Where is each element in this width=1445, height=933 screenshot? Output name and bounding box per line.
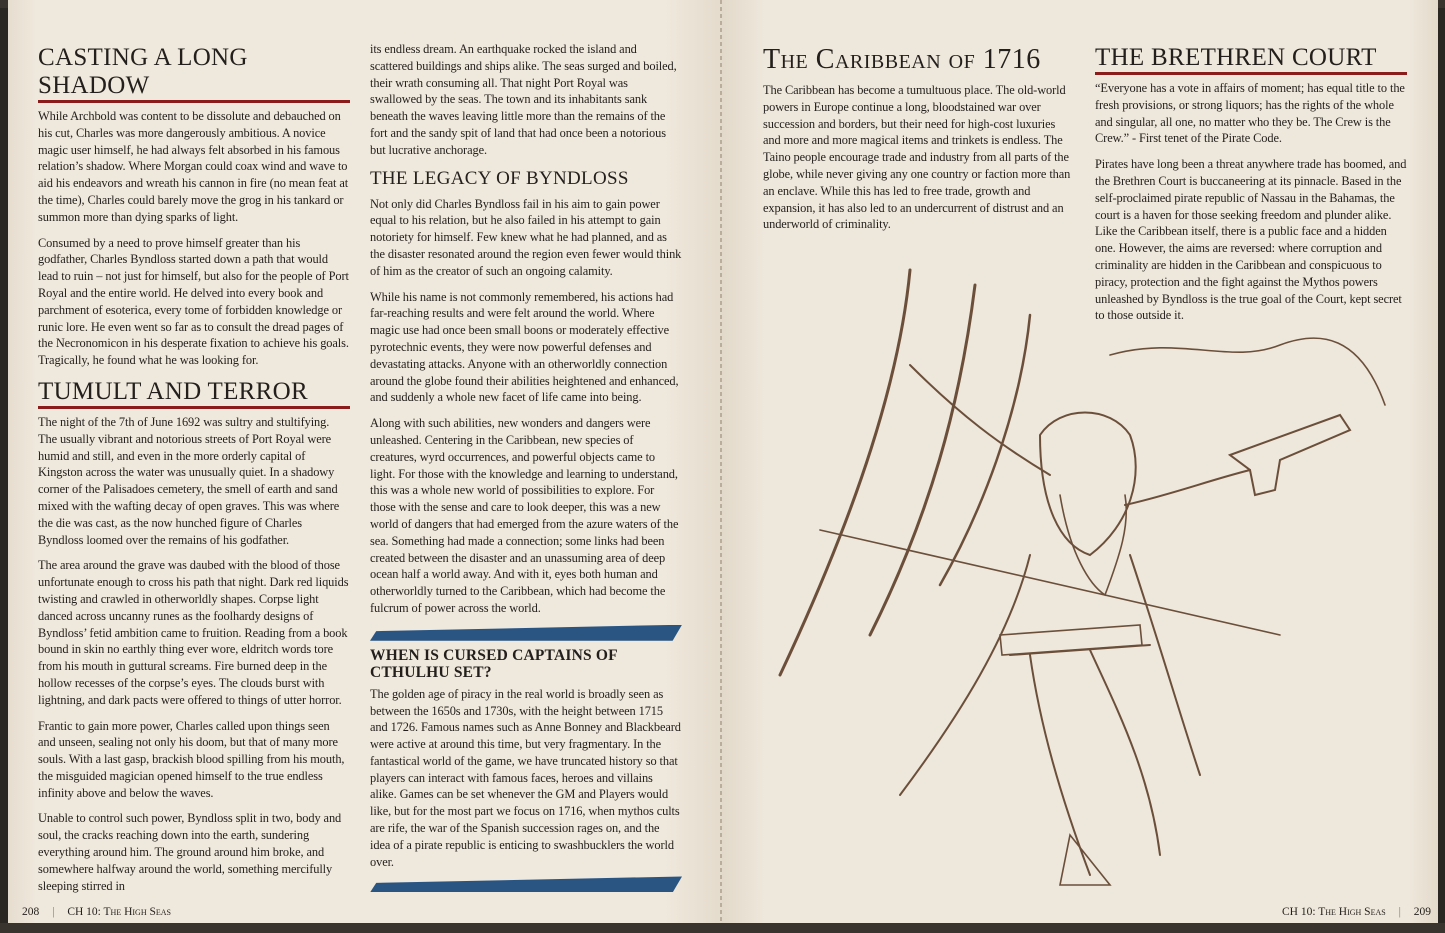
sidebar-title: WHEN IS CURSED CAPTAINS OF CTHULHU SET?: [370, 646, 618, 681]
paragraph: The night of the 7th of June 1692 was sultry and stultifying. The usually vibrant and notorious streets of Port Royal were humid and still, and even in the more orderly capital of Kingston across the water was unusually quiet. In a shadowy corner of the Palisadoes cemetery, the smell of earth and sand mixed with the wafting decay of open graves. This was where the die was cast, as the now hunched figure of Charles Byndloss loomed over the remains of his godfather.: [38, 414, 340, 547]
paragraph: Along with such abilities, new wonders and dangers were unleashed. Centering in the Caribbean, new species of creatures, wyrd occurrences, and powerful objects came to light. For those with the knowledge and learning to understand, this was a whole new world of possibilities to explore. For those with the sense and care to look deeper, this was a new world of dangers that had emerged from the azure waters of the sea. Something had made a connection; some links had been created between the disaster and an unassuming area of deep ocean half a world away. And with it, eyes both human and otherworldly turned to the Caribbean, which had become the fulcrum of power across the world.: [370, 416, 679, 615]
paragraph: Consumed by a need to prove himself greater than his godfather, Charles Byndloss started down a path that would lead to ruin – not just for himself, but also for the people of Port Royal and the entire world. He delved into every book and parchment of esoterica, every tome of forbidden knowledge or runic lore. He even went so far as to consult the dread pages of the Necronomicon in his desperate fixation to achieve his goals. Tragically, he found what he was looking for.: [38, 235, 349, 368]
banner-smoke: [1110, 338, 1385, 405]
yard-line: [820, 530, 1280, 635]
quote: “Everyone has a vote in affairs of moment; has equal title to the fresh provisions, or strong liquors; has the rights of the whole and singular, all one, no matter who they be. The Crew is the Crew.” - First tenet of the Pirate Code.: [1095, 81, 1405, 146]
left-column-2: [370, 41, 682, 892]
footer-divider: |: [52, 906, 55, 918]
paragraph: Not only did Charles Byndloss fail in his aim to gain power equal to his relation, but he also failed in his attempt to gain notoriety for himself. Few knew what he had planned, and as the disaster resonated around the region even fewer would think of him as the creator of such an ongoing calamity.: [370, 196, 682, 278]
paragraph: Pirates have long been a threat anywhere trade has boomed, and the Brethren Court is buccaneering at its pinnacle. Based in the self-proclaimed pirate republic of Nassau in the Bahamas, the court is a haven for those seeking freedom and plunder alike. Like the Caribbean itself, there is a public face and a hidden one. However, the aims are reversed: where corruption and criminality are hidden in the Caribbean and conspicuous to piracy, protection and the fight against the Mythos powers unleashed by Byndloss is the true goal of the Court, kept secret to those outside it.: [1095, 157, 1407, 323]
paragraph: its endless dream. An earthquake rocked the island and scattered buildings and ships alike. The seas surged and boiled, their wrath consuming all. That night Port Royal was swallowed by the seas. The town and its inhabitants sank beneath the waves leaving little more than the remains of the fort and the sandy spit of land that had once been a notorious but lucrative anchorage.: [370, 42, 677, 157]
paragraph: Unable to control such power, Byndloss split in two, body and soul, the cracks reaching down into the earth, sundering everything around him. The ground around him broke, and somewhere halfway around the world, something mercifully sleeping stirred in: [38, 811, 342, 893]
rigging-rope: [940, 315, 1030, 585]
brush-stroke-bottom: [370, 876, 682, 892]
pirate-beard: [1060, 495, 1126, 595]
pistol-icon: [1230, 415, 1350, 495]
running-head: CH 10: The High Seas: [67, 906, 171, 918]
paragraph: The area around the grave was daubed with the blood of those unfortunate enough to cross his path that night. Dark red liquids twisting and crawled in otherworldly shapes. Corpse light danced across uncanny runes as the foolhardy designs of Byndloss’ fetid ambition came to fruition. Reading from a book bound in skin no earthly thing ever wore, eldritch words tore from his mouth in guttural screams. Fire burned deep in the hollow recesses of the corpse’s eyes. The clouds burst with lightning, and dark pacts were offered to things of utter horror.: [38, 558, 349, 707]
pirate-illustration: [760, 255, 1400, 895]
section-heading: TUMULT AND TERROR: [38, 378, 350, 409]
pirate-arm-pistol: [1125, 470, 1250, 505]
paragraph: While Archbold was content to be dissolute and debauched on his cut, Charles was more dangerously ambitious. A novice magic user himself, he had always felt absorbed in his famous relation’s shadow. Where Morgan could coax wind and wave to aid his endeavors and wreath his cannon in fire (no mean feat at the time), Charles could barely move the grog in his tankard or summon more than dying sparks of light.: [38, 109, 349, 224]
rigging-rope: [870, 285, 975, 635]
right-footer: [1282, 906, 1431, 919]
section-heading: THE LEGACY OF BYNDLOSS: [370, 167, 629, 189]
sidebar-box: [370, 625, 682, 893]
section-heading: THE BRETHREN COURT: [1095, 44, 1407, 75]
paragraph: While his name is not commonly remembered, his actions had far-reaching results and were felt around the world. Where magic use had once been small boons or moderately effective pyrotechnic events, they were now powerful defenses and devastating attacks. Anyone with an otherworldly connection around the globe found their abilities heightened and enhanced, and suddenly a whole new facet of life came into being.: [370, 289, 679, 405]
rigging-rope: [780, 270, 910, 675]
right-column-1: [763, 46, 1075, 242]
paragraph: Frantic to gain more power, Charles called upon things seen and unseen, sealing not only his doom, but that of many more souls. With a last gasp, brackish blood spilling from his mouth, the misguided magician opened himself to the true endless infinity above and below the waves.: [38, 718, 345, 800]
footer-divider: |: [1398, 906, 1401, 918]
left-column-1: [38, 44, 350, 903]
paragraph: The Caribbean has become a tumultuous place. The old-world powers in Europe continue a long, bloodstained war over succession and borders, but their need for high-cost luxuries and more and more magical items and trinkets is endless. The Taino people encourage trade and industry from all parts of the globe, while never giving any one country or faction more than an enclave. While this has led to free trade, growth and expansion, it has also led to an undercurrent of distrust and an underworld of criminality.: [763, 83, 1071, 232]
pirate-head: [1040, 413, 1136, 556]
left-footer: [22, 906, 171, 919]
section-heading: The Caribbean of 1716: [763, 44, 1041, 75]
running-head: CH 10: The High Seas: [1282, 906, 1386, 918]
pirate-arm-raised: [910, 365, 1050, 475]
section-heading: CASTING A LONG SHADOW: [38, 44, 350, 103]
book-edge-bottom: [0, 923, 1445, 933]
page-number: 209: [1413, 906, 1431, 918]
pirate-belt: [1000, 625, 1142, 655]
page-gutter: [720, 0, 722, 933]
page-number: 208: [22, 906, 40, 918]
pirate-coat: [900, 555, 1200, 795]
pirate-legs: [1030, 650, 1160, 875]
sidebar-text: The golden age of piracy in the real world is broadly seen as between the 1650s and 1730s, with the height between 1715 and 1726. Famous names such as Anne Bonney and Blackbeard were active at around this time, but very fragmentary. In the fantastical world of the game, we have truncated history so that players can interact with famous faces, heroes and villains alike. Games can be set whenever the GM and Players would like, but for the most part we focus on 1716, when mythos cults are rife, the war of the Spanish succession rages on, and the idea of a pirate republic is enticing to swashbucklers the world over.: [370, 686, 681, 869]
brush-stroke-top: [370, 625, 682, 641]
